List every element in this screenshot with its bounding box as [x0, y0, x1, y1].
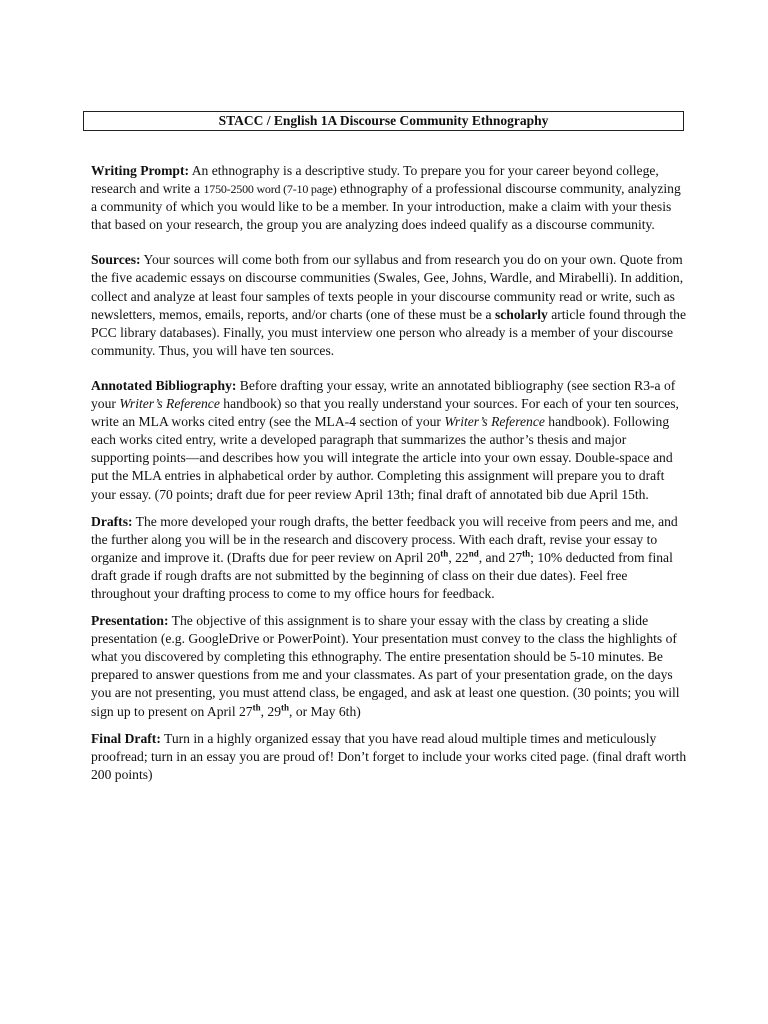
presentation-text-3: , or May 6th) [289, 703, 361, 719]
drafts-text-1: The more developed your rough drafts, the better feedback you will receive from peers and me, and the further along you will be in the research and discovery process. With each draft, revise your essay to organize and improve it. (Drafts due for peer review on April 20 [91, 513, 678, 565]
drafts-paragraph [91, 513, 687, 603]
final-draft-text-1: Turn in a highly organized essay that you have read aloud multiple times and meticulously proofread; turn in an essay you are proud of! Don’t forget to include your works cited page. (final draft worth 200 points) [91, 730, 687, 782]
drafts-text-4: ; 10% deducted from final draft grade if rough drafts are not submitted by the beginning of class on their due dates). Feel free throughout your drafting process to come to my office hours for feedback. [91, 549, 673, 601]
presentation-paragraph [91, 612, 687, 721]
writing-prompt-word-count: 1750-2500 word (7-10 page) [203, 182, 337, 197]
annotated-bibliography-italic-2: Writer’s Reference [444, 414, 545, 430]
final-draft-paragraph [91, 730, 687, 784]
document-title: STACC / English 1A Discourse Community Ethnography [83, 111, 684, 131]
presentation-text-2: , 29 [260, 703, 282, 719]
annotated-bibliography-text-3: handbook). Following each works cited entry, write a developed paragraph that summarizes the author’s thesis and major supporting points—and describes how you will integrate the article into your own essay. Double-space and put the MLA entries in alphabetical order by author. Completing this assignment will prepare you to draft your essay. (70 points; draft due for peer review April 13th; final draft of annotated bib due April 15th. [91, 414, 673, 502]
sources-text-1: Your sources will come both from our syllabus and from research you do on your own. Quote from the five academic essays on discourse communities (Swales, Gee, Johns, Wardle, and Mirabelli). In addition, collect and analyze at least four samples of texts people in your discourse community read or write, such as newsletters, memos, emails, reports, and/or charts (one of these must be a [91, 252, 684, 322]
annotated-bibliography-text-1: Before drafting your essay, write an annotated bibliography (see section R3-a of your [91, 377, 676, 412]
sources-heading: Sources: [91, 252, 141, 268]
writing-prompt-paragraph [91, 162, 687, 234]
sources-paragraph [91, 251, 687, 360]
sources-text-2: article found through the PCC library databases). Finally, you must interview one person who already is a member of your discourse community. Thus, you will have ten sources. [91, 306, 686, 358]
drafts-sup-1: th [440, 548, 449, 559]
writing-prompt-text-1: An ethnography is a descriptive study. To prepare you for your career beyond college, research and write a [91, 163, 659, 197]
presentation-sup-2: th [281, 702, 290, 712]
annotated-bibliography-italic-1: Writer’s Reference [119, 396, 220, 412]
presentation-heading: Presentation: [91, 613, 169, 629]
final-draft-heading: Final Draft: [91, 730, 161, 746]
drafts-text-3: , and 27 [478, 549, 523, 565]
annotated-bibliography-paragraph [91, 377, 687, 504]
drafts-text-2: , 22 [448, 549, 469, 565]
annotated-bibliography-text-2: handbook) so that you really understand your sources. For each of your ten sources, write an MLA works cited entry (see the MLA-4 section of your [91, 396, 679, 430]
drafts-sup-3: th [522, 548, 531, 559]
presentation-text-1: The objective of this assignment is to share your essay with the class by creating a slide presentation (e.g. GoogleDrive or PowerPoint). Your presentation must convey to the class the highlights of what you discovered by completing this ethnography. The entire presentation should be 5-10 minutes. Be prepared to answer questions from me and your classmates. As part of your presentation grade, on the days you are not presenting, you must attend class, be engaged, and ask at least one question. (30 points; you will sign up to present on April 27 [91, 613, 680, 719]
writing-prompt-text-2: ethnography of a professional discourse community, analyzing a community of which you would like to be a member. In your introduction, make a claim with your thesis that based on your research, the group you are analyzing does indeed qualify as a discourse community. [91, 181, 681, 233]
drafts-sup-2: nd [468, 548, 479, 559]
sources-scholarly: scholarly [494, 306, 548, 322]
document-body [91, 162, 687, 784]
annotated-bibliography-heading: Annotated Bibliography: [91, 377, 237, 393]
writing-prompt-heading: Writing Prompt: [91, 163, 190, 178]
drafts-heading: Drafts: [91, 513, 133, 529]
presentation-sup-1: th [252, 702, 261, 712]
